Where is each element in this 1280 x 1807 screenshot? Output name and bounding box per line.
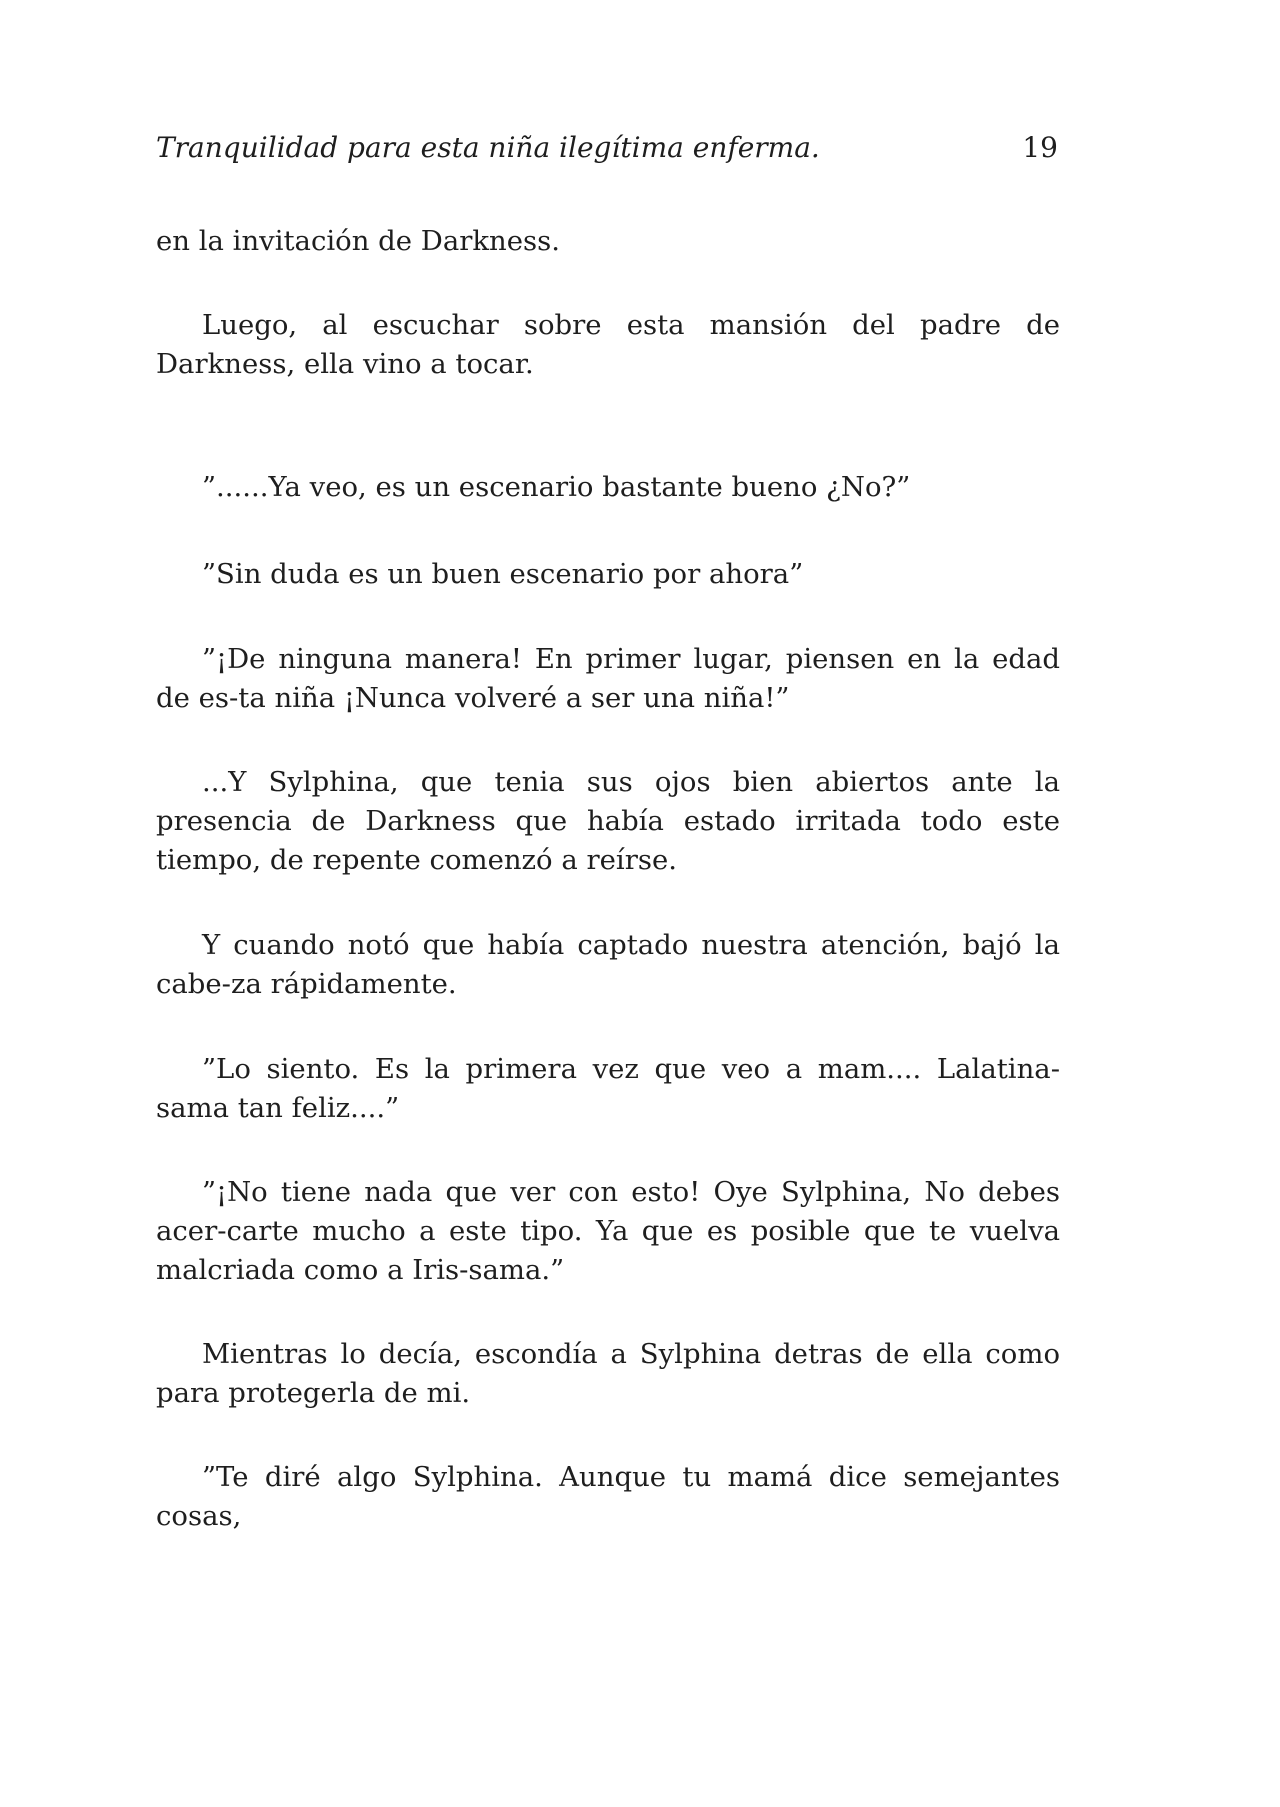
paragraph-6: ...Y Sylphina, que tenia sus ojos bien abiertos ante la presencia de Darkness que había estado irritada todo este tiempo, de repente comenzó a reírse. xyxy=(156,766,1060,876)
book-page xyxy=(156,0,1060,1807)
paragraph-10: Mientras lo decía, escondía a Sylphina detras de ella como para protegerla de mi. xyxy=(156,1338,1060,1409)
running-header xyxy=(156,128,1060,168)
paragraph-3: ”......Ya veo, es un escenario bastante bueno ¿No?” xyxy=(202,471,911,503)
paragraph-2: Luego, al escuchar sobre esta mansión del padre de Darkness, ella vino a tocar. xyxy=(156,309,1060,380)
paragraph-9: ”¡No tiene nada que ver con esto! Oye Sylphina, No debes acer-carte mucho a este tipo. Ya que es posible que te vuelva malcriada como a Iris-sama.” xyxy=(156,1176,1060,1286)
page-number: 19 xyxy=(1022,131,1058,164)
paragraph-5: ”¡De ninguna manera! En primer lugar, piensen en la edad de es-ta niña ¡Nunca volveré a ser una niña!” xyxy=(156,643,1060,714)
paragraph-7: Y cuando notó que había captado nuestra atención, bajó la cabe-za rápidamente. xyxy=(156,929,1060,1000)
paragraph-1: en la invitación de Darkness. xyxy=(156,225,560,257)
running-title: Tranquilidad para esta niña ilegítima enferma. xyxy=(156,131,820,164)
paragraph-4: ”Sin duda es un buen escenario por ahora” xyxy=(202,558,804,590)
paragraph-8: ”Lo siento. Es la primera vez que veo a mam.... Lalatina-sama tan feliz....” xyxy=(156,1053,1060,1124)
paragraph-11: ”Te diré algo Sylphina. Aunque tu mamá dice semejantes cosas, xyxy=(156,1461,1060,1532)
